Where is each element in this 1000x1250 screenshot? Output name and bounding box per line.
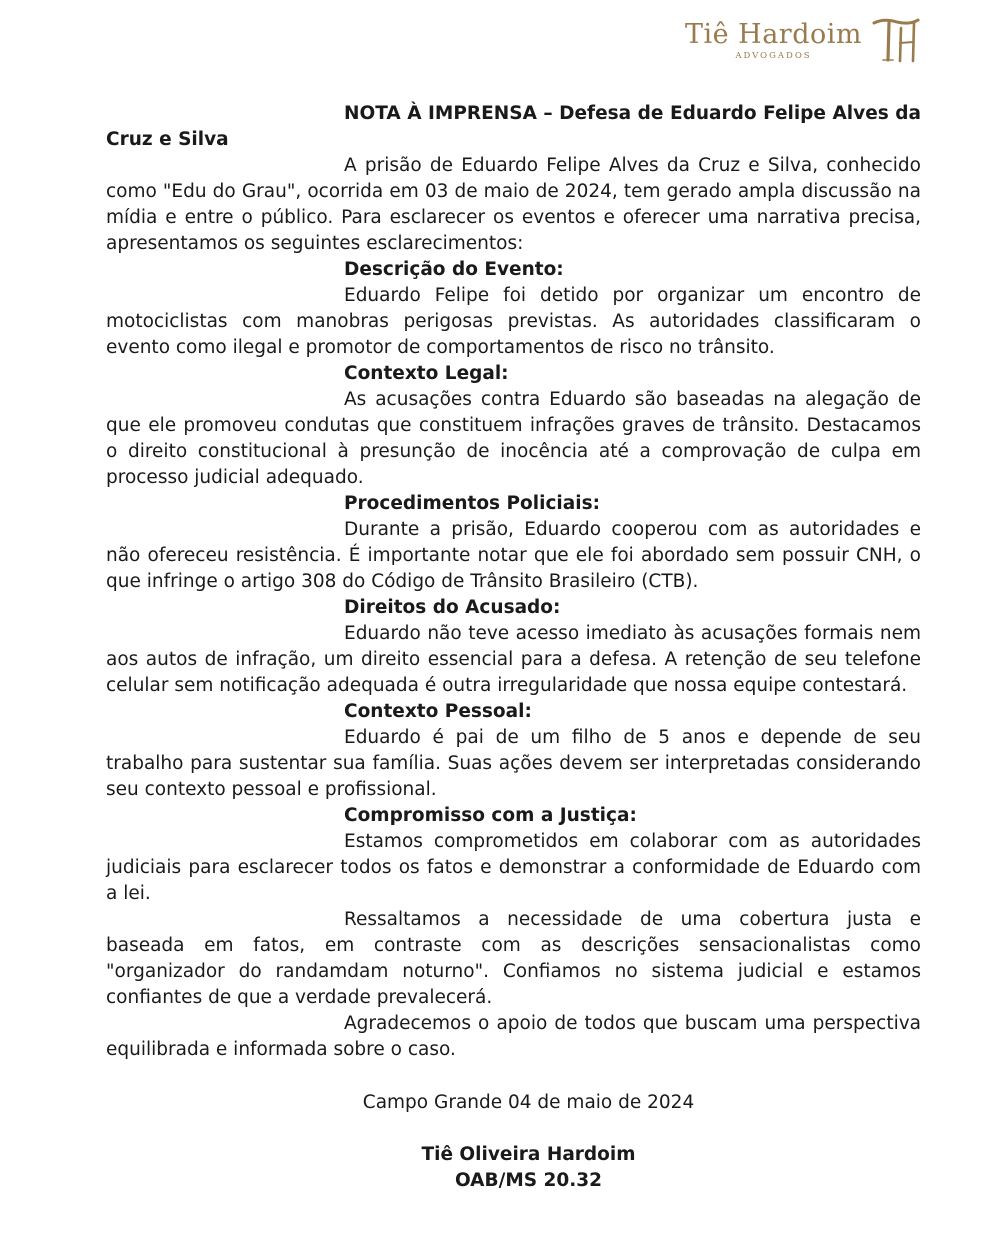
intro-paragraph: A prisão de Eduardo Felipe Alves da Cruz e Silva, conhecido como "Edu do Grau", ocorrida em 03 de maio de 2024, tem gerado ampla discussão na mídia e entre o público. Para esclarecer os eventos e oferecer uma narrativa precisa, apresentamos os seguintes esclarecimentos: xyxy=(106,155,921,254)
section-text-evento: Eduardo Felipe foi detido por organizar um encontro de motociclistas com manobras perigosas previstas. As autoridades classificaram o evento como ilegal e promotor de comportamentos de risco no trânsito. xyxy=(106,285,921,358)
section-text-direitos: Eduardo não teve acesso imediato às acusações formais nem aos autos de infração, um direito essencial para a defesa. A retenção de seu telefone celular sem notificação adequada é outra irregularidade que nossa equipe contestará. xyxy=(106,623,921,696)
document-title: NOTA À IMPRENSA – Defesa de Eduardo Felipe Alves da Cruz e Silva xyxy=(106,103,921,150)
section-text-contexto-legal: As acusações contra Eduardo são baseadas na alegação de que ele promoveu condutas que constituem infrações graves de trânsito. Destacamos o direito constitucional à presunção de inocência até a comprovação de culpa em processo judicial adequado. xyxy=(106,389,921,488)
section-heading-contexto-legal: Contexto Legal: xyxy=(344,363,509,384)
letterhead xyxy=(685,14,922,66)
firm-wordmark xyxy=(685,20,862,61)
signatory-name: Tiê Oliveira Hardoim xyxy=(421,1144,636,1165)
closing-paragraph: Ressaltamos a necessidade de uma cobertura justa e baseada em fatos, em contraste com as descrições sensacionalistas como "organizador do randamdam noturno". Confiamos no sistema judicial e estamos confiantes de que a verdade prevalecerá. xyxy=(106,909,921,1008)
section-text-procedimentos: Durante a prisão, Eduardo cooperou com as autoridades e não ofereceu resistência. É importante notar que ele foi abordado sem possuir CNH, o que infringe o artigo 308 do Código de Trânsito Brasileiro (CTB). xyxy=(106,519,921,592)
section-heading-evento: Descrição do Evento: xyxy=(344,259,564,280)
firm-name: Tiê Hardoim xyxy=(684,18,862,50)
section-text-compromisso: Estamos comprometidos em colaborar com as autoridades judiciais para esclarecer todos os fatos e demonstrar a conformidade de Eduardo com a lei. xyxy=(106,831,921,904)
press-note xyxy=(106,101,921,1194)
place-date: Campo Grande 04 de maio de 2024 xyxy=(362,1092,695,1113)
signatory-oab: OAB/MS 20.32 xyxy=(454,1170,603,1191)
signature-block xyxy=(106,1142,921,1194)
section-text-contexto-pessoal: Eduardo é pai de um filho de 5 anos e depende de seu trabalho para sustentar sua família. Suas ações devem ser interpretadas considerando seu contexto pessoal e profissional. xyxy=(106,727,921,800)
section-heading-direitos: Direitos do Acusado: xyxy=(344,597,561,618)
section-heading-compromisso: Compromisso com a Justiça: xyxy=(344,805,637,826)
section-heading-procedimentos: Procedimentos Policiais: xyxy=(344,493,600,514)
thanks-paragraph: Agradecemos o apoio de todos que buscam uma perspectiva equilibrada e informada sobre o caso. xyxy=(106,1013,921,1060)
th-monogram-icon xyxy=(870,14,922,66)
section-heading-contexto-pessoal: Contexto Pessoal: xyxy=(344,701,532,722)
firm-subtitle: ADVOGADOS xyxy=(735,50,812,61)
